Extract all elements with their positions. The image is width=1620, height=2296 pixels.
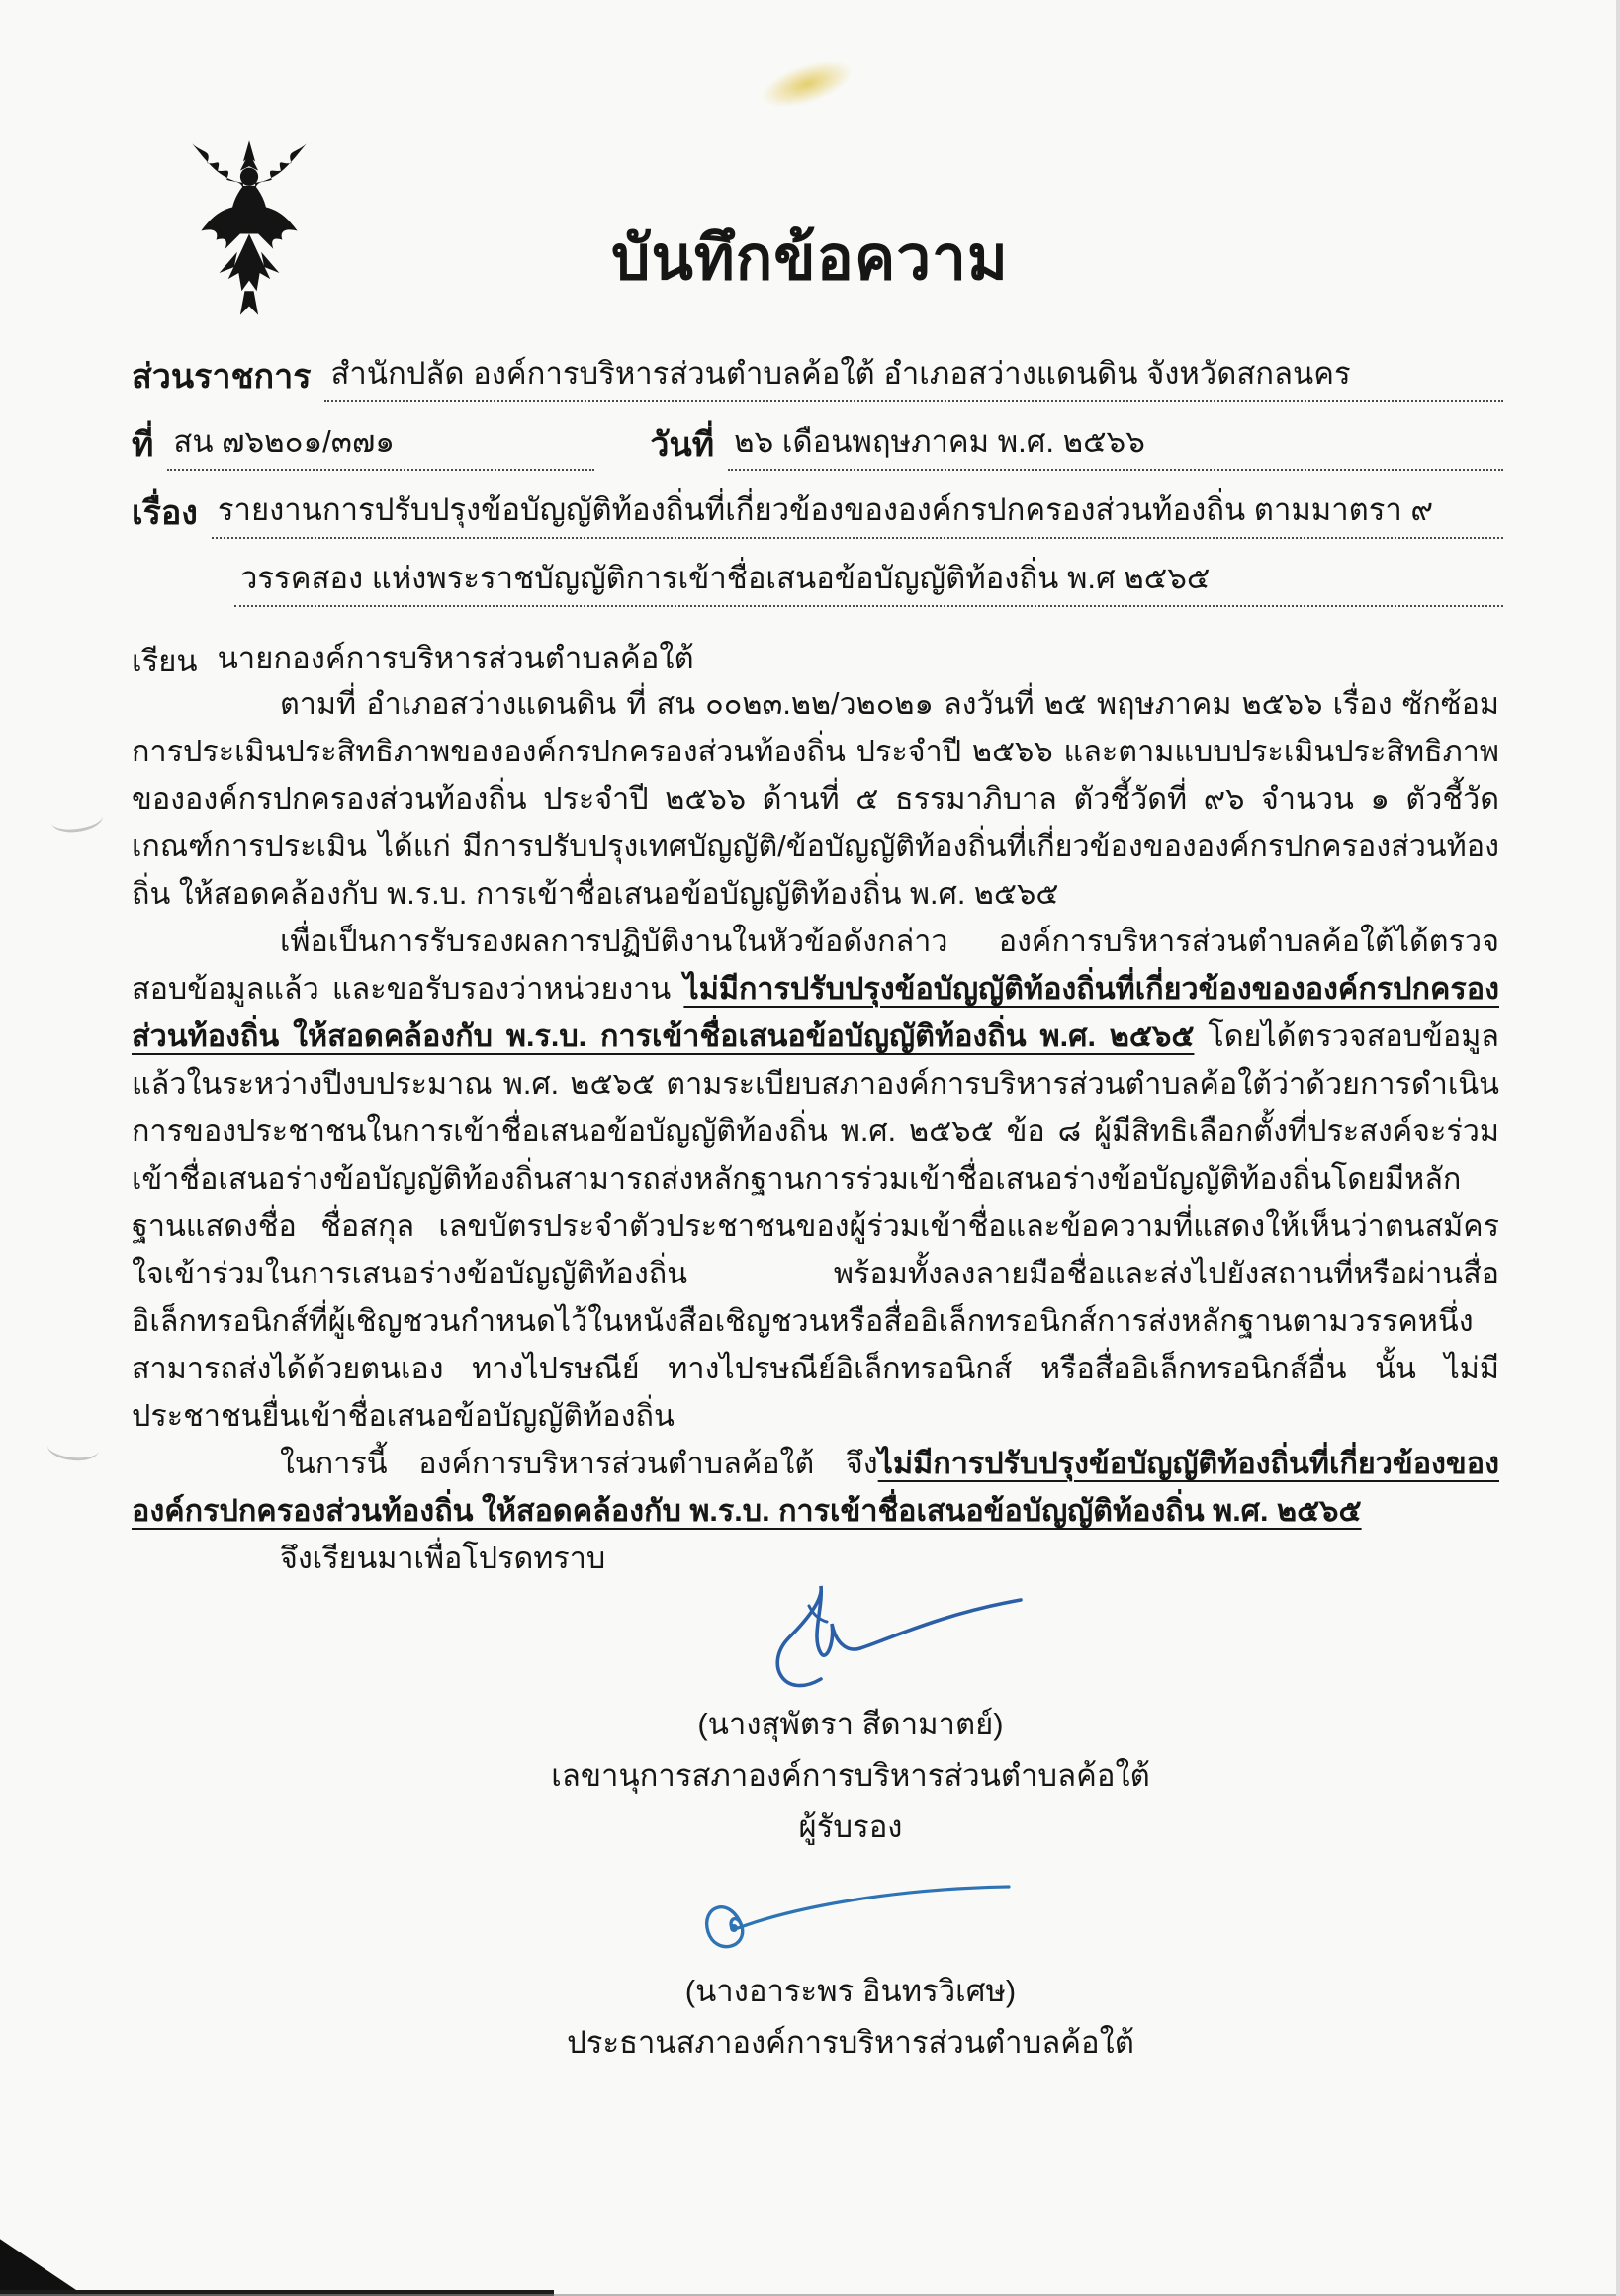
scan-right-edge bbox=[1616, 0, 1620, 2296]
signature-stroke-icon bbox=[673, 1580, 1029, 1699]
closing-line: จึงเรียนมาเพื่อโปรดทราบ bbox=[280, 1542, 606, 1575]
subject-label: เรื่อง bbox=[132, 494, 198, 532]
page-title: บันทึกข้อความ bbox=[611, 224, 1009, 293]
number-value: สน ๗๖๒๐๑/๓๗๑ bbox=[167, 416, 594, 471]
paragraph-1-text: ตามที่ อำเภอสว่างแดนดิน ที่ สน ๐๐๒๓.๒๒/ว๒๐๒๑ ลงวันที่ ๒๕ พฤษภาคม ๒๕๖๖ เรื่อง ซักซ้อมการประเมินประสิทธิภาพขององค์กรปกครองส่วนท้องถิ่น ประจำปี ๒๕๖๖ และตามแบบประเมินประสิทธิภาพขององค์กรปกครองส่วนท้องถิ่น ประจำปี ๒๕๖๖ ด้านที่ ๕ ธรรมาภิบาล ตัวชี้วัดที่ ๙๖ จำนวน ๑ ตัวชี้วัด เกณฑ์การประเมิน ได้แก่ มีการปรับปรุงเทศบัญญัติ/ข้อบัญญัติท้องถิ่นที่เกี่ยวข้องขององค์กรปกครองส่วนท้องถิ่น ให้สอดคล้องกับ พ.ร.บ. การเข้าชื่อเสนอข้อบัญญัติท้องถิ่น พ.ศ. ๒๕๖๕ bbox=[132, 687, 1499, 911]
paragraph-1 bbox=[132, 680, 1499, 918]
number-date-row bbox=[132, 416, 1503, 471]
to-label: เรียน bbox=[132, 644, 198, 678]
scan-arc-artifact bbox=[50, 804, 105, 836]
agency-row bbox=[132, 348, 1503, 402]
paragraph-2-rest: โดยได้ตรวจสอบข้อมูลแล้วในระหว่างปีงบประมาณ พ.ศ. ๒๕๖๕ ตามระเบียบสภาองค์การบริหารส่วนตำบลค้อใต้ว่าด้วยการดำเนินการของประชาชนในการเข้าชื่อเสนอข้อบัญญัติท้องถิ่น พ.ศ. ๒๕๖๕ ข้อ ๘ ผู้มีสิทธิเลือกตั้งที่ประสงค์จะร่วมเข้าชื่อเสนอร่างข้อบัญญัติท้องถิ่นสามารถส่งหลักฐานการร่วมเข้าชื่อเสนอร่างข้อบัญญัติท้องถิ่นโดยมีหลักฐานแสดงชื่อ ชื่อสกุล เลขบัตรประจำตัวประชาชนของผู้ร่วมเข้าชื่อและข้อความที่แสดงให้เห็นว่าตนสมัครใจเข้าร่วมในการเสนอร่างข้อบัญญัติท้องถิ่น พร้อมทั้งลงลายมือชื่อและส่งไปยังสถานที่หรือผ่านสื่ออิเล็กทรอนิกส์ที่ผู้เชิญชวนกำหนดไว้ในหนังสือเชิญชวนหรือสื่ออิเล็กทรอนิกส์การส่งหลักฐานตามวรรคหนึ่งสามารถส่งได้ด้วยตนเอง ทางไปรษณีย์ ทางไปรษณีย์อิเล็กทรอนิกส์ หรือสื่ออิเล็กทรอนิกส์อื่น นั้น ไม่มีประชาชนยื่นเข้าชื่อเสนอข้อบัญญัติท้องถิ่น bbox=[132, 1019, 1500, 1433]
paragraph-2-lead: เพื่อเป็นการรับรองผลการปฏิบัติงานในหัวข้อดังกล่าว องค์การบริหารส่วนตำบลค้อใต้ได้ตรวจสอบข้อมูลแล้ว และขอรับรองว่าหน่วยงาน bbox=[132, 925, 1499, 1006]
paragraph-2 bbox=[132, 918, 1499, 1440]
memo-form-header bbox=[132, 348, 1503, 699]
signer-title: ประธานสภาองค์การบริหารส่วนตำบลค้อใต้ bbox=[567, 2025, 1134, 2060]
agency-label: ส่วนราชการ bbox=[132, 358, 312, 396]
subject-row-2 bbox=[234, 553, 1503, 607]
paragraph-3-conclusion-bold: ไม่มีการปรับปรุงข้อบัญญัติท้องถิ่นที่เกี่ยวข้องขององค์กรปกครองส่วนท้องถิ่น ให้สอดคล้องกับ พ.ร.บ. การเข้าชื่อเสนอข้อบัญญัติท้องถิ่น พ.ศ. ๒๕๖๕ bbox=[132, 1447, 1499, 1528]
paragraph-2-certification-bold: ไม่มีการปรับปรุงข้อบัญญัติท้องถิ่นที่เกี่ยวข้องขององค์กรปกครองส่วนท้องถิ่น ให้สอดคล้องกับ พ.ร.บ. การเข้าชื่อเสนอข้อบัญญัติท้องถิ่น พ.ศ. ๒๕๖๕ bbox=[132, 972, 1499, 1053]
signer-role: ผู้รับรอง bbox=[798, 1810, 903, 1844]
to-row bbox=[132, 633, 1503, 685]
subject-line1: รายงานการปรับปรุงข้อบัญญัติท้องถิ่นที่เกี่ยวข้องขององค์กรปกครองส่วนท้องถิ่น ตามมาตรา ๙ bbox=[212, 485, 1503, 539]
number-label: ที่ bbox=[132, 426, 154, 464]
scan-arc-artifact bbox=[46, 1433, 100, 1462]
scan-smudge-artifact bbox=[756, 51, 857, 117]
signer-name: (นางสุพัตรา สีดามาตย์) bbox=[697, 1707, 1004, 1741]
signature-block-chairman bbox=[396, 1877, 1305, 2069]
memo-body bbox=[132, 680, 1499, 1582]
date-value: ๒๖ เดือนพฤษภาคม พ.ศ. ๒๕๖๖ bbox=[728, 416, 1503, 471]
to-value: นายกองค์การบริหารส่วนตำบลค้อใต้ bbox=[217, 641, 694, 675]
signature-block-certifier bbox=[396, 1580, 1305, 1853]
date-label: วันที่ bbox=[650, 426, 715, 464]
signature-stroke-icon bbox=[682, 1877, 1019, 1966]
paragraph-3 bbox=[132, 1440, 1499, 1535]
subject-row bbox=[132, 485, 1503, 539]
scan-corner-shadow bbox=[0, 2223, 85, 2296]
signer-name: (นางอาระพร อินทรวิเศษ) bbox=[684, 1974, 1017, 2008]
agency-value: สำนักปลัด องค์การบริหารส่วนตำบลค้อใต้ อำเภอสว่างแดนดิน จังหวัดสกลนคร bbox=[324, 348, 1503, 402]
subject-line2: วรรคสอง แห่งพระราชบัญญัติการเข้าชื่อเสนอข้อบัญญัติท้องถิ่น พ.ศ ๒๕๖๕ bbox=[234, 553, 1503, 607]
signer-title: เลขานุการสภาองค์การบริหารส่วนตำบลค้อใต้ bbox=[551, 1758, 1150, 1793]
paragraph-3-lead: ในการนี้ องค์การบริหารส่วนตำบลค้อใต้ จึง bbox=[280, 1447, 878, 1480]
